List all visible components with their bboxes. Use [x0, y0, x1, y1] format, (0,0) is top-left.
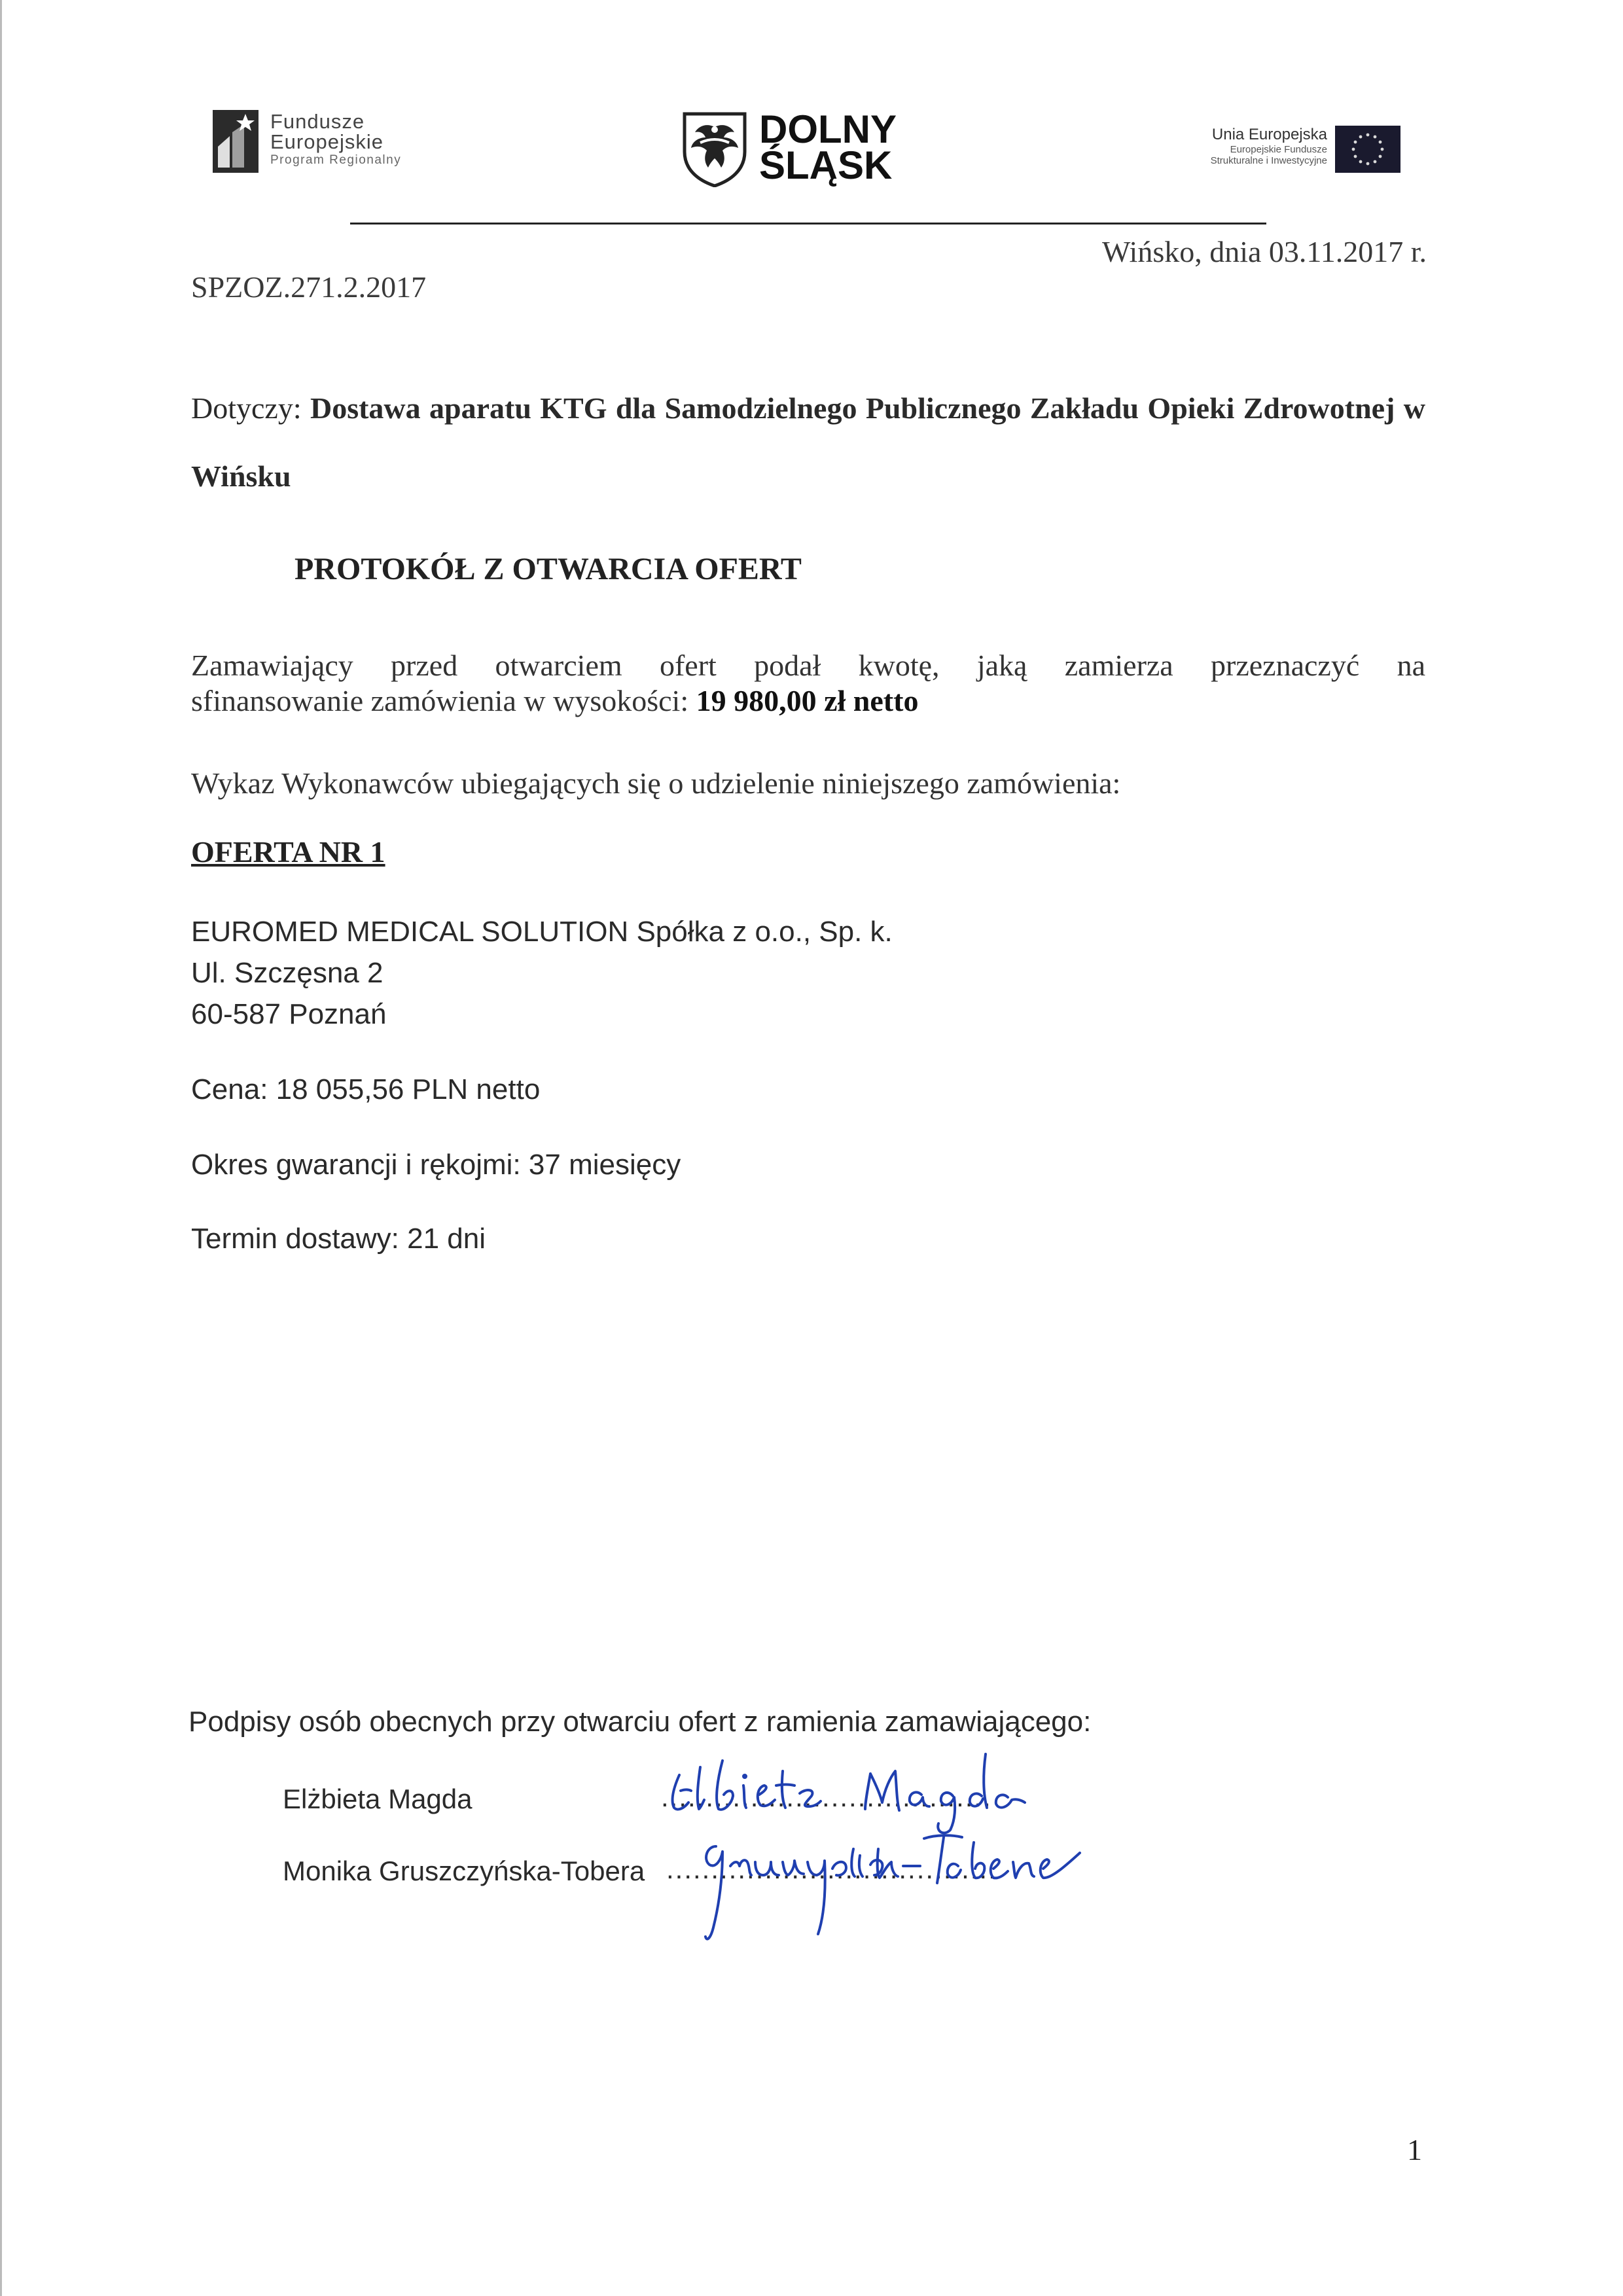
fe-line3: Program Regionalny	[270, 153, 402, 167]
contractors-intro: Wykaz Wykonawców ubiegających się o udzielenie niniejszego zamówienia:	[191, 766, 1121, 800]
document-date: Wińsko, dnia 03.11.2017 r.	[1101, 235, 1427, 268]
ue-line2: Europejskie Fundusze	[1230, 143, 1327, 155]
ue-line1: Unia Europejska	[1211, 126, 1327, 143]
budget-line-1: Zamawiający przed otwarciem ofert podał kwotę, jaką zamierza przeznaczyć na	[191, 649, 1425, 682]
budget-amount: 19 980,00 zł netto	[696, 684, 919, 717]
signature-line-2: .....................................	[666, 1854, 997, 1884]
signer-name-2: Monika Gruszczyńska-Tobera	[283, 1856, 645, 1886]
handwritten-signature-2	[687, 1823, 1093, 1947]
ds-line2: ŚLĄSK	[759, 143, 893, 188]
budget-line-2-text: sfinansowanie zamówienia w wysokości:	[191, 684, 696, 717]
ue-line3: Strukturalne i Inwestycyjne	[1210, 154, 1327, 166]
company-street: Ul. Szczęsna 2	[191, 957, 383, 989]
ds-line1: DOLNY	[759, 107, 897, 151]
offer-heading: OFERTA NR 1	[191, 835, 385, 869]
signer-name-1: Elżbieta Magda	[283, 1784, 473, 1814]
dolny-slask-logo	[681, 107, 916, 188]
fe-line1: Fundusze	[270, 110, 365, 133]
header-rule	[350, 223, 1266, 224]
scan-edge	[0, 0, 2, 2296]
eu-flag-icon	[1335, 126, 1400, 173]
subject-text: Dostawa aparatu KTG dla Samodzielnego Publicznego Zakładu Opieki Zdrowotnej w Wińsku	[191, 391, 1425, 493]
fundusze-europejskie-text	[270, 111, 401, 166]
subject-prefix: Dotyczy:	[191, 391, 310, 425]
unia-europejska-text	[1211, 126, 1327, 166]
fundusze-europejskie-logo	[213, 110, 488, 182]
eagle-crest-icon	[681, 110, 749, 187]
unia-europejska-logo	[1158, 126, 1400, 185]
offer-warranty: Okres gwarancji i rękojmi: 37 miesięcy	[191, 1149, 681, 1181]
fe-line2: Europejskie	[270, 130, 383, 153]
budget-line-2	[191, 683, 1425, 719]
dolny-slask-text	[759, 107, 897, 188]
subject-line	[191, 374, 1425, 511]
signatures-heading: Podpisy osób obecnych przy otwarciu ofert z ramienia zamawiającego:	[188, 1706, 1092, 1738]
reference-number: SPZOZ.271.2.2017	[191, 270, 427, 304]
page-number: 1	[1407, 2133, 1422, 2166]
fundusze-europejskie-icon	[213, 110, 259, 173]
company-block	[191, 911, 893, 1035]
company-city: 60-587 Poznań	[191, 998, 387, 1030]
company-name: EUROMED MEDICAL SOLUTION Spółka z o.o., Sp. k.	[191, 916, 893, 948]
signature-line-1: .....................................	[661, 1782, 992, 1812]
offer-delivery: Termin dostawy: 21 dni	[191, 1223, 486, 1255]
offer-price: Cena: 18 055,56 PLN netto	[191, 1073, 541, 1105]
budget-paragraph	[191, 648, 1425, 719]
document-title: PROTOKÓŁ Z OTWARCIA OFERT	[294, 552, 802, 586]
